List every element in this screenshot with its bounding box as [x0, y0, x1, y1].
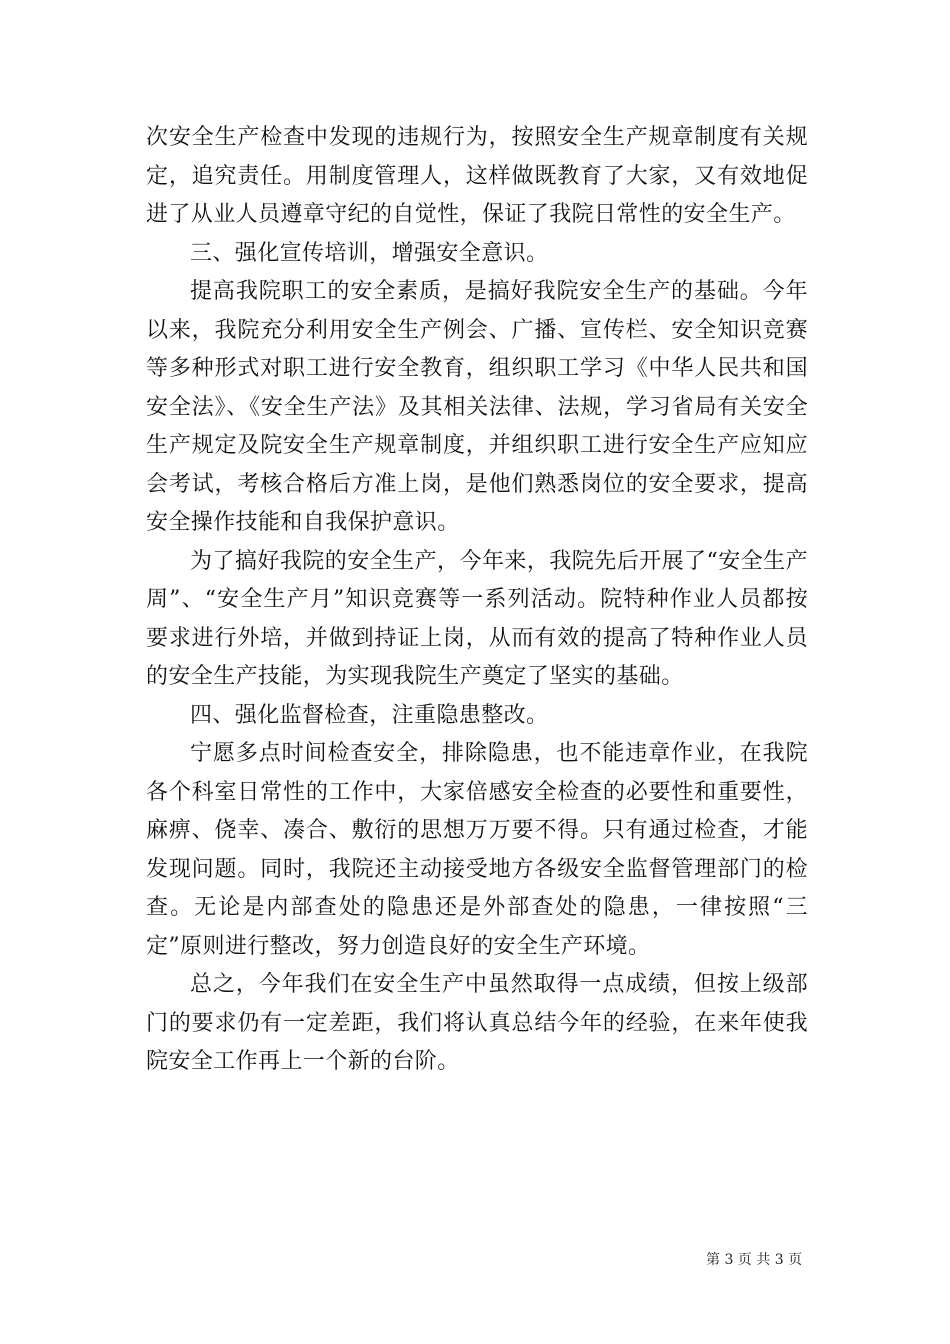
- paragraph: 为了搞好我院的安全生产，今年来，我院先后开展了“安全生产周”、“安全生产月”知识竞赛等一系列活动。院特种作业人员都按要求进行外培，并做到持证上岗，从而有效的提高了特种作业人员的安全生产技能，为实现我院生产奠定了坚实的基础。: [146, 548, 808, 689]
- paragraph: 宁愿多点时间检查安全，排除隐患，也不能违章作业，在我院各个科室日常性的工作中，大家倍感安全检查的必要性和重要性，麻痹、侥幸、凑合、敷衍的思想万万要不得。只有通过检查，才能发现问题。同时，我院还主动接受地方各级安全监督管理部门的检查。无论是内部查处的隐患还是外部查处的隐患，一律按照“三定”原则进行整改，努力创造良好的安全生产环境。: [146, 741, 808, 959]
- page-number-label: 第 3 页 共 3 页: [706, 1252, 803, 1268]
- paragraph-continuation: 次安全生产检查中发现的违规行为，按照安全生产规章制度有关规定，追究责任。用制度管理人，这样做既教育了大家，又有效地促进了从业人员遵章守纪的自觉性，保证了我院日常性的安全生产。: [146, 125, 808, 227]
- paragraph: 提高我院职工的安全素质，是搞好我院安全生产的基础。今年以来，我院充分利用安全生产例会、广播、宣传栏、安全知识竞赛等多种形式对职工进行安全教育，组织职工学习《中华人民共和国安全法》、《安全生产法》及其相关法律、法规，学习省局有关安全生产规定及院安全生产规章制度，并组织职工进行安全生产应知应会考试，考核合格后方准上岗，是他们熟悉岗位的安全要求，提高安全操作技能和自我保护意识。: [146, 279, 808, 535]
- document-body: [146, 119, 808, 1082]
- page-number-footer: [706, 1249, 802, 1269]
- section-heading-3: 三、强化宣传培训，增强安全意识。: [190, 240, 549, 266]
- section-heading-4: 四、强化监督检查，注重隐患整改。: [190, 702, 549, 728]
- paragraph-conclusion: 总之，今年我们在安全生产中虽然取得一点成绩，但按上级部门的要求仍有一定差距，我们将认真总结今年的经验，在来年使我院安全工作再上一个新的台阶。: [146, 972, 808, 1074]
